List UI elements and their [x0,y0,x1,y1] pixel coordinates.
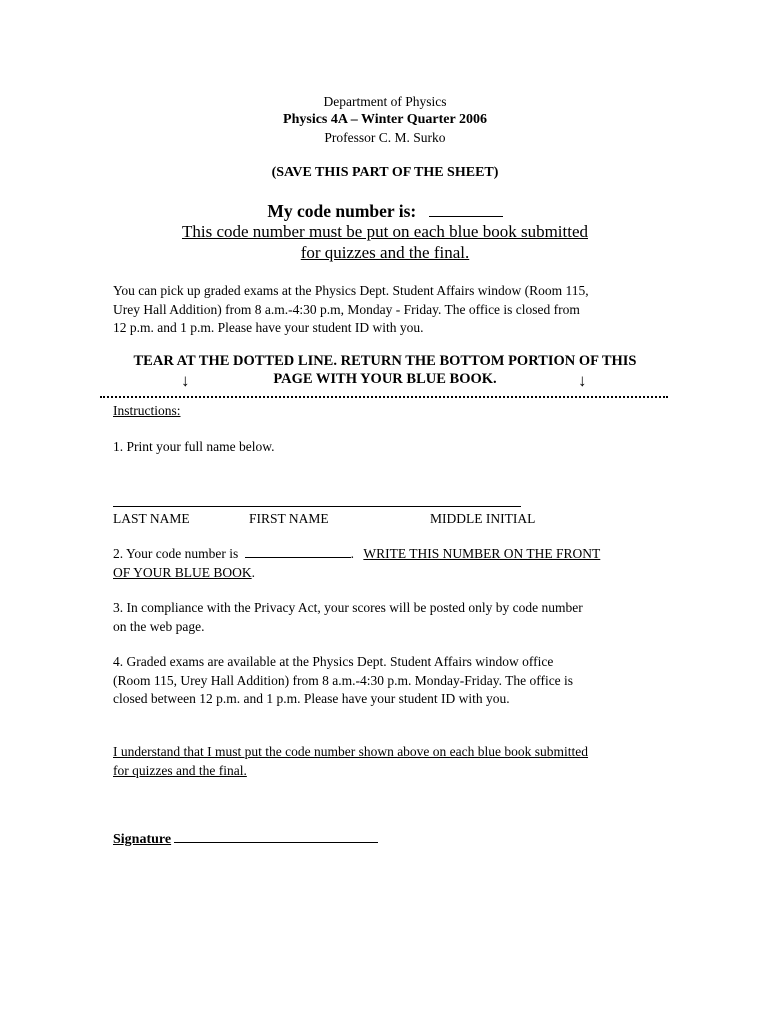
middle-initial-label: MIDDLE INITIAL [430,511,536,526]
item2-emphasis: OF YOUR BLUE BOOK [113,564,252,580]
professor-name: Professor C. M. Surko [324,130,446,145]
code-number-blank [429,216,503,217]
code-number-field[interactable] [245,557,351,558]
code-number-label: My code number is: [267,201,417,221]
item2-end: . [251,564,256,580]
signature-field[interactable] [174,842,378,843]
last-name-label: LAST NAME [113,511,190,526]
signature-label: Signature [113,832,172,847]
pickup-line: You can pick up graded exams at the Physics Dept. Student Affairs window (Room 115, [113,283,589,298]
down-arrow-icon: ↓ [578,371,587,390]
item2-emphasis: WRITE THIS NUMBER ON THE FRONT [363,546,601,561]
code-number-heading [0,201,770,222]
tear-dotted-line [100,396,668,398]
item3-line: on the web page. [113,618,205,634]
instruction-item-2 [113,545,673,582]
item3-line: 3. In compliance with the Privacy Act, your scores will be posted only by code number [113,600,583,615]
tear-instruction-line2: PAGE WITH YOUR BLUE BOOK. [273,371,497,387]
instruction-item-4 [113,653,673,709]
code-requirement-line1: This code number must be put on each blue book submitted [181,222,589,241]
item4-line: closed between 12 p.m. and 1 p.m. Please have your student ID with you. [113,691,510,706]
department-name: Department of Physics [323,94,447,109]
instruction-item-3 [113,599,673,636]
pickup-line: Urey Hall Addition) from 8 a.m.-4:30 p.m, Monday - Friday. The office is closed from [113,301,580,317]
acknowledgement-line: for quizzes and the final. [113,762,247,778]
name-signature-line[interactable] [113,506,521,507]
code-requirement-line2: for quizzes and the final. [300,243,470,262]
item2-prefix: 2. Your code number is [113,546,239,561]
acknowledgement-line: I understand that I must put the code number shown above on each blue book submitted [113,744,589,759]
item4-line: 4. Graded exams are available at the Physics Dept. Student Affairs window office [113,654,554,669]
pickup-paragraph [113,282,673,338]
pickup-line: 12 p.m. and 1 p.m. Please have your student ID with you. [113,320,424,335]
course-title: Physics 4A – Winter Quarter 2006 [283,112,487,127]
first-name-label: FIRST NAME [249,511,329,526]
item2-period: . [350,546,354,561]
instruction-item-1: 1. Print your full name below. [113,439,275,454]
tear-instruction-line1: TEAR AT THE DOTTED LINE. RETURN THE BOTTOM PORTION OF THIS [133,353,637,369]
save-note: (SAVE THIS PART OF THE SHEET) [271,165,499,180]
signature-row [113,832,378,848]
instructions-heading: Instructions: [113,403,181,418]
acknowledgement [113,743,673,780]
down-arrow-icon: ↓ [181,371,190,390]
item4-line: (Room 115, Urey Hall Addition) from 8 a.m.-4:30 p.m. Monday-Friday. The office is [113,672,574,688]
